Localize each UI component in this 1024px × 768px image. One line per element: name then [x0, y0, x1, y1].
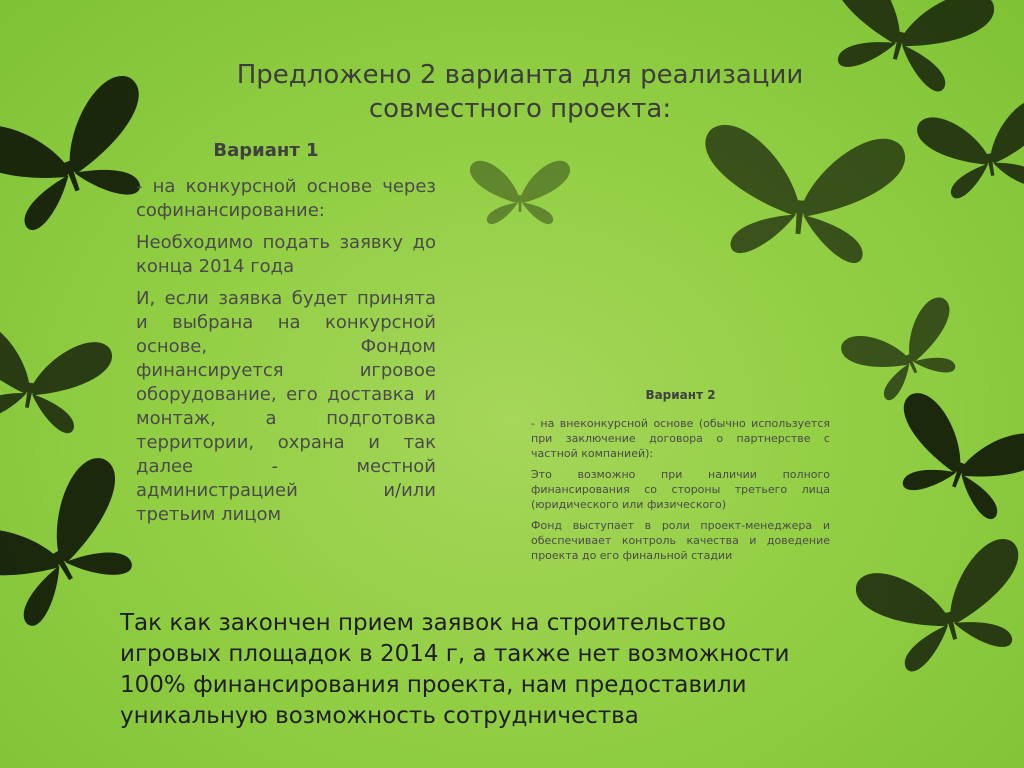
variant-2-paragraph: - на внеконкурсной основе (обычно используется при заключение договора о партнерстве с частной компанией): — [531, 417, 830, 460]
slide-title-line: совместного проекта: — [368, 94, 672, 124]
slide-title-line: Предложено 2 варианта для реализации — [236, 60, 804, 90]
variant-2-heading: Вариант 2 — [645, 388, 716, 402]
variant-1-paragraph: - на конкурсной основе через софинансирование: — [136, 176, 436, 221]
slide-title — [200, 58, 840, 126]
variant-1-paragraph: Необходимо подать заявку до конца 2014 года — [136, 232, 436, 277]
variant-1-heading: Вариант 1 — [213, 140, 319, 161]
butterfly-icon — [696, 123, 907, 267]
butterfly-icon — [877, 389, 1024, 530]
conclusion-line: Так как закончен прием заявок на строительство — [120, 610, 726, 636]
butterfly-icon — [915, 97, 1024, 203]
variant-2-paragraph: Это возможно при наличии полного финансирования со стороны третьего лица (юридического или физического) — [531, 468, 830, 511]
variant-2-paragraph: Фонд выступает в роли проект-менеджера и обеспечивает контроль качества и доведение проекта до его финальной стадии — [531, 519, 830, 562]
variant-1-block — [136, 140, 436, 535]
conclusion-line: 100% финансирования проекта, нам предоставили — [120, 672, 747, 698]
butterfly-icon — [838, 294, 975, 410]
butterfly-icon — [470, 161, 570, 224]
conclusion-line: игровых площадок в 2014 г, а также нет возможности — [120, 641, 790, 667]
variant-1-paragraph: И, если заявка будет принята и выбрана на конкурсной основе, Фондом финансируется игровое оборудование, его доставка и монтаж, а подготовка территории, охрана и так далее - местной администрацией и/или третьим лицом — [136, 288, 436, 525]
conclusion-line: уникальную возможность сотрудничества — [120, 703, 639, 729]
butterfly-icon — [0, 319, 114, 439]
variant-2-block — [531, 388, 830, 569]
conclusion-text — [120, 608, 880, 732]
